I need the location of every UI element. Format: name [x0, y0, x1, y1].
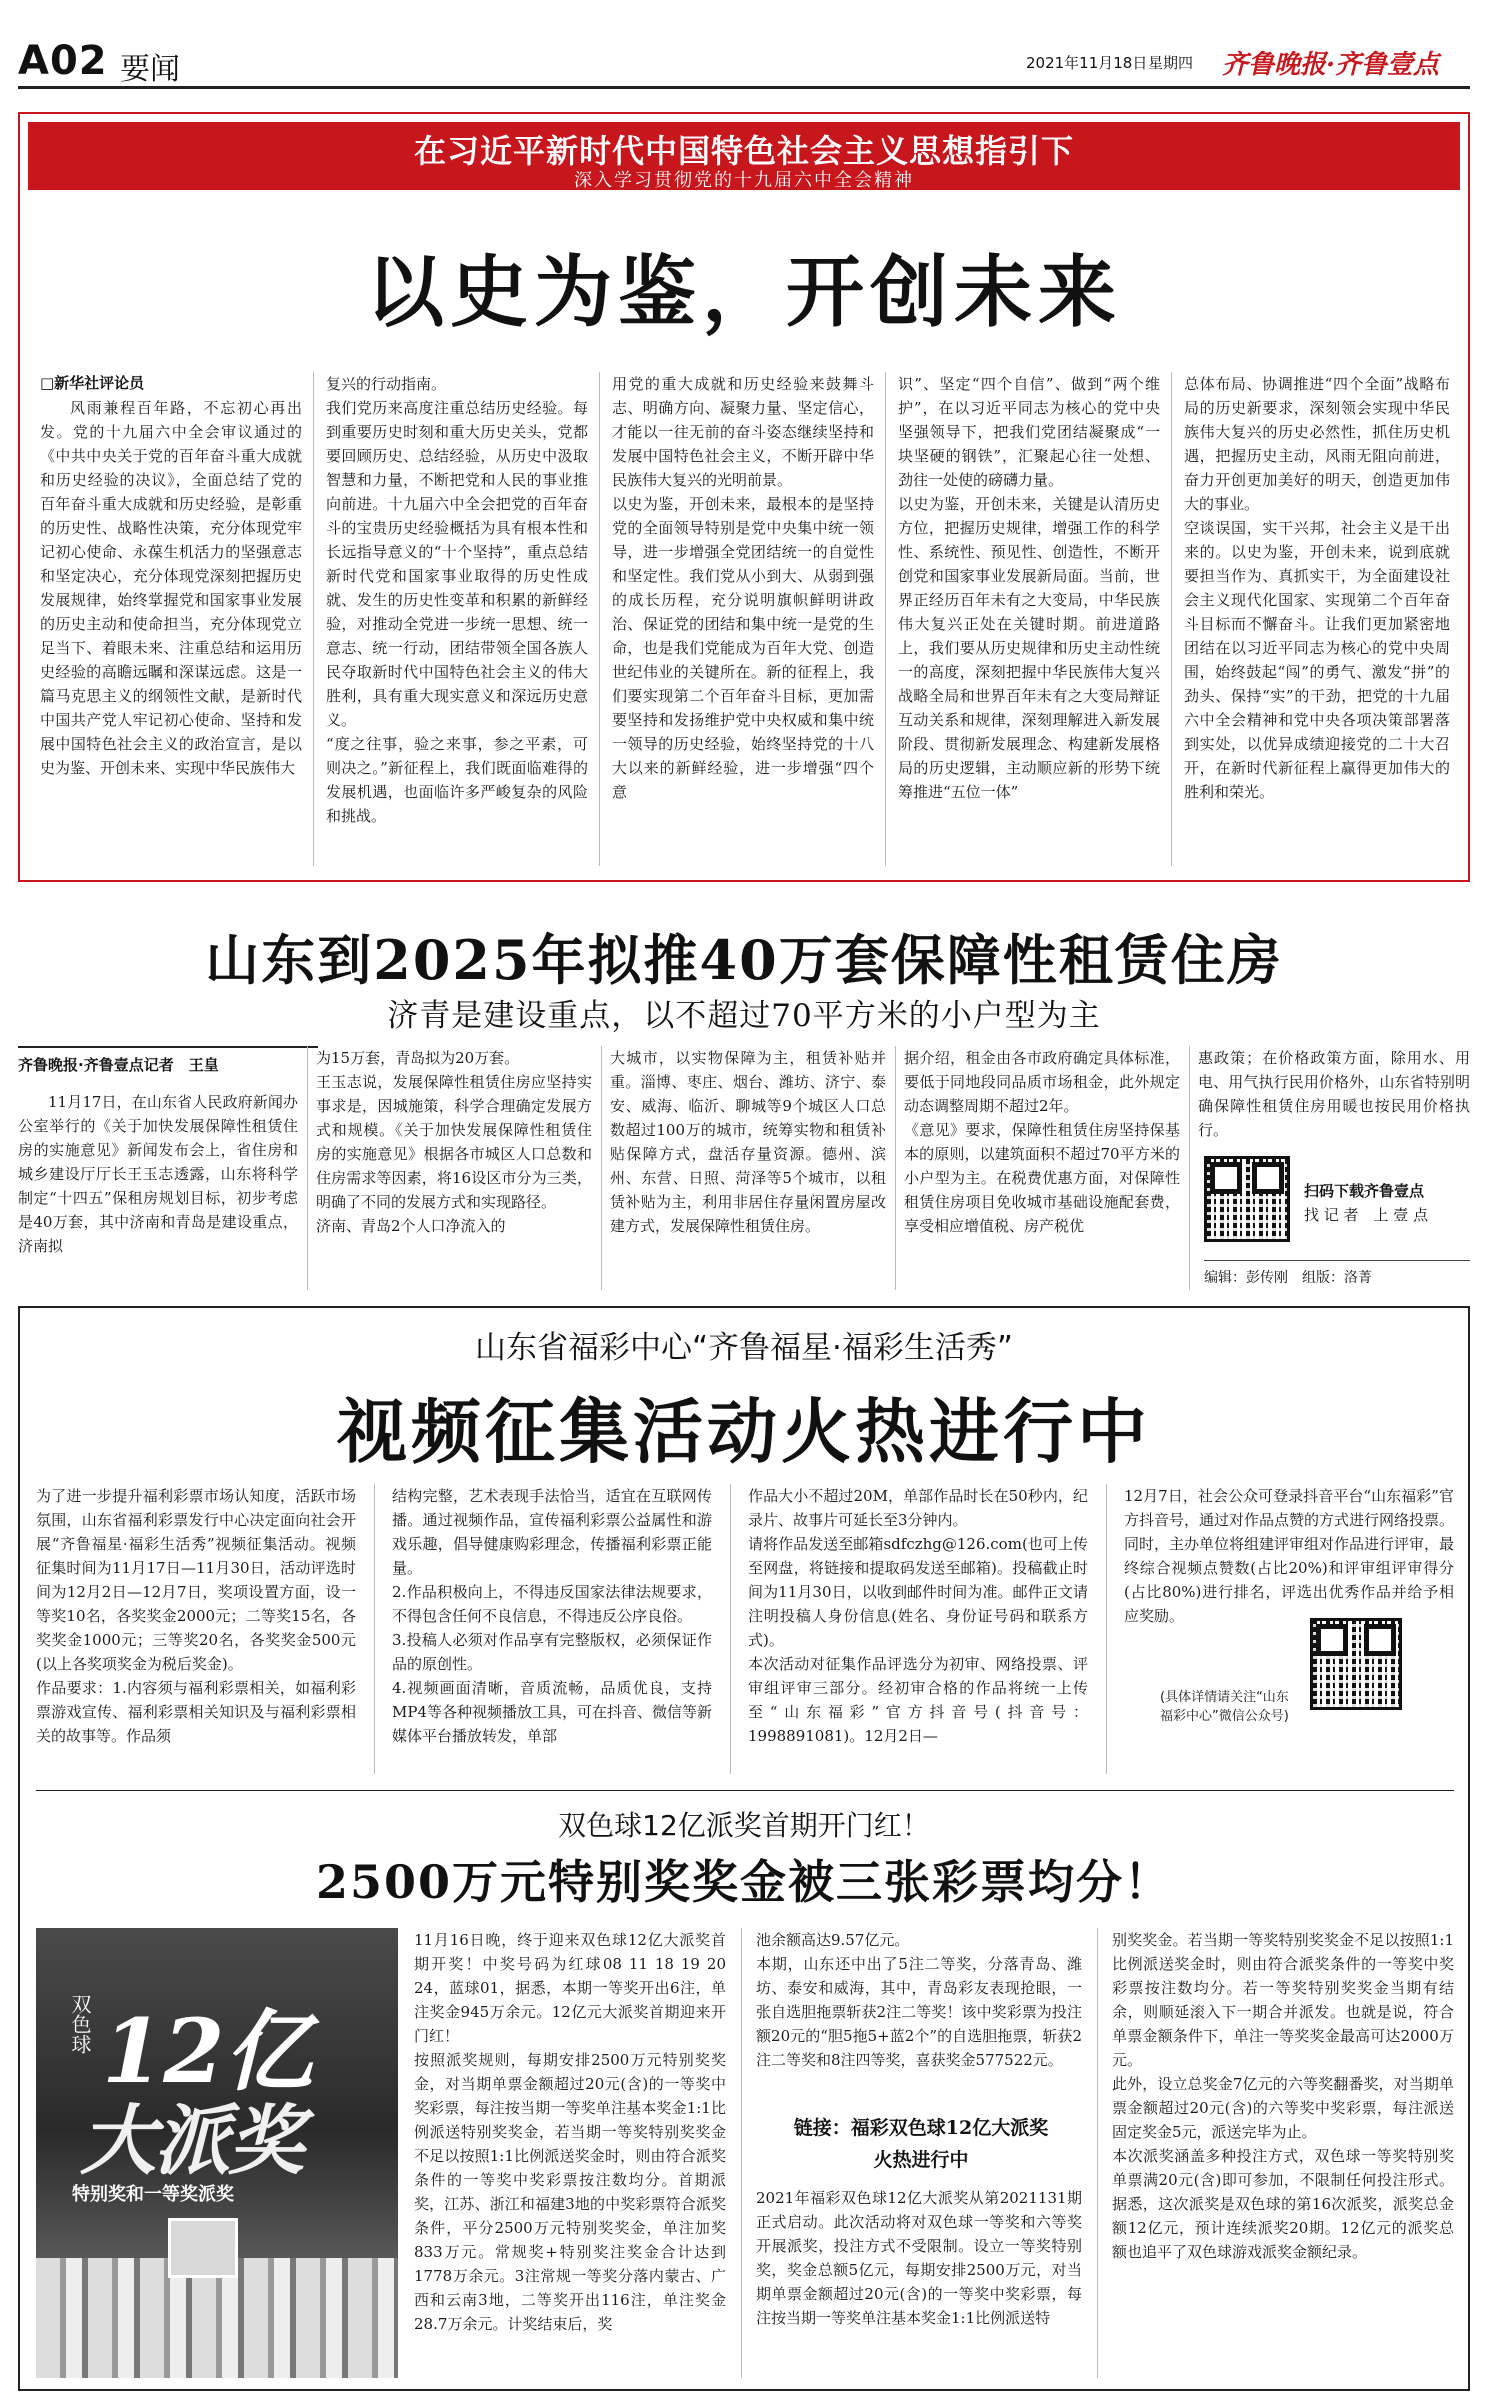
qr-caption-reporter: 找 记 者 上 壹 点 [1304, 1206, 1429, 1224]
welfare-column-divider [730, 1484, 731, 1774]
feature-column-divider [599, 372, 600, 866]
feature-headline: 以史为鉴，开创未来 [365, 247, 1122, 338]
lottery-poster [36, 1928, 398, 2378]
issue-weekday: 星期四 [1148, 54, 1194, 72]
editor-credit: 编辑：彭传刚 组版：洛菁 [1204, 1260, 1470, 1287]
welfare-column-divider [1106, 1484, 1107, 1774]
housing-headline: 山东到2025年拟推40万套保障性租赁住房 [205, 928, 1283, 992]
welfare-column-1: 为了进一步提升福利彩票市场认知度，活跃市场氛围，山东省福利彩票发行中心决定面向社会开展“齐鲁福星·福彩生活秀”视频征集活动。视频征集时间为11月17日—11月30日，活动评选时间为12月2日—12月7日，奖项设置方面，设一等奖10名，各奖奖金2000元；二等奖15名，各奖奖金1000元；三等奖20名，各奖奖金500元(以上各奖项奖金为税后奖金)。 作品要求：1.内容须与福利彩票相关，如福利彩票游戏宣传、福利彩票相关知识及与福利彩票相关的故事等。作品须 [36, 1487, 356, 1745]
feature-column-4: 识”、坚定“四个自信”、做到“两个维护”，在以习近平同志为核心的党中央坚强领导下，把我们党团结凝聚成“一块坚硬的钢铁”，汇聚起心往一处想、劲往一处使的磅礴力量。 以史为鉴，开创未来，关键是认清历史方位，把握历史规律，增强工作的科学性、系统性、预见性、创造性，不断开创党和国家事业发展新局面。当前，世界正经历百年未有之大变局，中华民族伟大复兴正处在关键时期。前进道路上，我们要从历史规律和历史主动性统一的高度，深刻把握中华民族伟大复兴战略全局和世界百年未有之大变局辩证互动关系和规律，深刻理解进入新发展阶段、贯彻新发展理念、构建新发展格局的历史逻辑，主动顺应新的形势下统筹推进“五位一体” [898, 375, 1160, 801]
feature-column-divider [313, 372, 314, 866]
lottery-column-2: 池余额高达9.57亿元。 本期，山东还中出了5注二等奖，分落青岛、潍坊、泰安和威海，其中，青岛彩友表现抢眼，一张自选胆拖票斩获2注二等奖！该中奖彩票为投注额20元的“胆5拖5+蓝2个”的自选胆拖票，斩获2注二等奖和8注四等奖，喜获奖金577522元。 [756, 1931, 1082, 2069]
lottery-column-divider [1097, 1928, 1098, 2378]
lottery-link-title: 链接：福彩双色球12亿大派奖火热进行中 [793, 2117, 1049, 2171]
welfare-column-divider [374, 1484, 375, 1774]
welfare-kicker: 山东省福彩中心“齐鲁福星·福彩生活秀” [475, 1330, 1013, 1366]
housing-subheadline: 济青是建设重点，以不超过70平方米的小户型为主 [387, 998, 1101, 1034]
housing-column-1: 11月17日，在山东省人民政府新闻办公室举行的《关于加快发展保障性租赁住房的实施意见》新闻发布会上，省住房和城乡建设厅厅长王玉志透露，山东将科学制定“十四五”保租房规划目标，初步考虑是40万套，其中济南和青岛是建设重点，济南拟 [18, 1093, 298, 1255]
page-number: A02 [18, 38, 108, 84]
housing-column-divider [1189, 1046, 1190, 1290]
housing-column-5: 惠政策；在价格政策方面，除用水、用电、用气执行民用价格外，山东省特别明确保障性租赁住房用暖也按民用价格执行。 [1198, 1049, 1470, 1139]
housing-byline: 齐鲁晚报·齐鲁壹点记者 王皇 [18, 1046, 318, 1075]
poster-subtitle: 大派奖 [80, 2096, 302, 2185]
lottery-column-3: 别奖奖金。若当期一等奖特别奖奖金不足以按照1:1比例派送奖金时，则由符合派奖条件的一等奖中奖彩票按注数均分。若一等奖特别奖奖金当期有结余，则顺延滚入下一期合并派发。也就是说，符合单票金额条件下，单注一等奖奖金最高可达2000万元。 此外，设立总奖金7亿元的六等奖翻番奖，对当期单票金额超过20元(含)的六等奖中奖彩票，每注派送固定奖金5元，派送完毕为止。 本次派奖涵盖多种投注方式，双色球一等奖特别奖单票满20元(含)即可参加，不限制任何投注形式。据悉，这次派奖是双色球的第16次派奖，派奖总金额12亿元，预计连续派奖20期。12亿元的派奖总额也追平了双色球游戏派奖金额纪录。 [1112, 1931, 1454, 2261]
section-divider [36, 1790, 1454, 1791]
qr-caption-download: 扫码下载齐鲁壹点 [1304, 1182, 1425, 1200]
feature-column-divider [885, 372, 886, 866]
feature-column-3: 用党的重大成就和历史经验来鼓舞斗志、明确方向、凝聚力量、坚定信心，才能以一往无前的奋斗姿态继续坚持和发展中国特色社会主义，不断开辟中华民族伟大复兴的光明前景。 以史为鉴，开创未来，最根本的是坚持党的全面领导特别是党中央集中统一领导，进一步增强全党团结统一的自觉性和坚定性。我们党从小到大、从弱到强的成长历程，充分说明旗帜鲜明讲政治、保证党的团结和集中统一是党的生命，也是我们党能成为百年大党、创造世纪伟业的关键所在。新的征程上，我们要实现第二个百年奋斗目标，更加需要坚持和发扬维护党中央权威和集中统一领导的历史经验，始终坚持党的十八大以来的新鲜经验，进一步增强“四个意 [612, 375, 874, 801]
feature-column-divider [1171, 372, 1172, 866]
housing-column-2: 为15万套，青岛拟为20万套。 王玉志说，发展保障性租赁住房应坚持实事求是，因城施策，科学合理确定发展方式和规模。《关于加快发展保障性租赁住房的实施意见》根据各市城区人口总数和住房需求等因素，将16设区市分为三类，明确了不同的发展方式和实现路径。 济南、青岛2个人口净流入的 [316, 1049, 592, 1235]
poster-title: 12亿 [102, 1999, 313, 2103]
feature-byline: □新华社评论员 [40, 374, 145, 392]
feature-banner-subtitle: 深入学习贯彻党的十九届六中全会精神 [574, 170, 914, 191]
welfare-headline: 视频征集活动火热进行中 [337, 1390, 1151, 1473]
housing-column-divider [307, 1046, 308, 1290]
feature-column-2: 复兴的行动指南。 我们党历来高度注重总结历史经验。每到重要历史时刻和重大历史关头，党都要回顾历史、总结经验，从历史中汲取智慧和力量，不断把党和人民的事业推向前进。十九届六中全会把党的百年奋斗的宝贵历史经验概括为具有根本性和长远指导意义的“十个坚持”，重点总结新时代党和国家事业取得的历史性成就、发生的历史性变革和积累的新鲜经验，对推动全党进一步统一思想、统一意志、统一行动，团结带领全国各族人民夺取新时代中国特色社会主义的伟大胜利，具有重大现实意义和深远历史意义。 “度之往事，验之来事，参之平素，可则决之。”新征程上，我们既面临难得的发展机遇，也面临许多严峻复杂的风险和挑战。 [326, 375, 588, 825]
masthead-rule [18, 86, 1470, 89]
lottery-kicker: 双色球12亿派奖首期开门红！ [558, 1809, 930, 1842]
housing-column-divider [601, 1046, 602, 1290]
welfare-column-2: 结构完整，艺术表现手法恰当，适宜在互联网传播。通过视频作品，宣传福利彩票公益属性和游戏乐趣，倡导健康购彩理念，传播福利彩票正能量。 2.作品积极向上，不得违反国家法律法规要求，不得包含任何不良信息，不得违反公序良俗。 3.投稿人必须对作品享有完整版权，必须保证作品的原创性。 4.视频画面清晰，音质流畅，品质优良，支持MP4等各种视频播放工具，可在抖音、微信等新媒体平台播放转发，单部 [392, 1487, 712, 1745]
lottery-link-text: 2021年福彩双色球12亿大派奖从第2021131期正式启动。此次活动将对双色球一等奖和六等奖开展派奖，投注方式不受限制。设立一等奖特别奖，奖金总额5亿元，每期安排2500万元，对当期单票金额超过20元(含)的一等奖中奖彩票，每注按当期一等奖单注基本奖金1:1比例派送特 [756, 2189, 1082, 2327]
feature-column-1: 风雨兼程百年路，不忘初心再出发。党的十九届六中全会审议通过的《中共中央关于党的百年奋斗重大成就和历史经验的决议》，全面总结了党的百年奋斗重大成就和历史经验，是彰重的历史性、战略性决策，充分体现党牢记初心使命、永葆生机活力的坚强意志和坚定决心，充分体现党深刻把握历史发展规律，始终掌握党和国家事业发展的历史主动和使命担当，充分体现党立足当下、着眼未来、注重总结和运用历史经验的高瞻远瞩和深谋远虑。这是一篇马克思主义的纲领性文献，是新时代中国共产党人牢记初心使命、坚持和发展中国特色社会主义的政治宣言，是以史为鉴、开创未来、实现中华民族伟大 [40, 399, 302, 777]
feature-column-5: 总体布局、协调推进“四个全面”战略布局的历史新要求，深刻领会实现中华民族伟大复兴的历史必然性，抓住历史机遇，把握历史主动，风雨无阻向前进，奋力开创更加美好的明天，创造更加伟大的事业。 空谈误国，实干兴邦，社会主义是干出来的。以史为鉴，开创未来，说到底就要担当作为、真抓实干，为全面建设社会主义现代化国家、实现第二个百年奋斗目标而不懈奋斗。让我们更加紧密地团结在以习近平同志为核心的党中央周围，始终鼓起“闯”的勇气、激发“拼”的劲头、保持“实”的干劲，把党的十九届六中全会精神和党中央各项决策部署落到实处，以优异成绩迎接党的二十大召开，在新时代新征程上赢得更加伟大的胜利和荣光。 [1184, 375, 1450, 801]
welfare-column-3: 作品大小不超过20M，单部作品时长在50秒内，纪录片、故事片可延长至3分钟内。 请将作品发送至邮箱sdfczhg@126.com(也可上传至网盘，将链接和提取码发送至邮箱)。投稿截止时间为11月30日，以收到邮件时间为准。邮件正文请注明投稿人身份信息(姓名、身份证号码和联系方式)。 本次活动对征集作品评选分为初审、网络投票、评审组评审三部分。经初审合格的作品将统一上传至“山东福彩”官方抖音号(抖音号：1998891081)。12月2日— [748, 1487, 1088, 1745]
issue-date: 2021年11月18日 [1026, 54, 1148, 72]
qr-code-icon[interactable] [1310, 1618, 1402, 1710]
welfare-column-4: 12月7日，社会公众可登录抖音平台“山东福彩”官方抖音号，通过对作品点赞的方式进行网络投票。同时，主办单位将组建评审组对作品进行评审，最终综合视频点赞数(占比20%)和评审组评审得分(占比80%)进行排名，评选出优秀作品并给予相应奖励。 [1124, 1487, 1454, 1625]
poster-crown-icon [168, 2218, 238, 2278]
qr-code-icon[interactable] [1204, 1156, 1290, 1242]
lottery-column-divider [741, 1928, 742, 2378]
brand-logo: 齐鲁晚报·齐鲁壹点 [1222, 50, 1440, 80]
lottery-column-1: 11月16日晚，终于迎来双色球12亿大派奖首期开奖！中奖号码为红球08 11 18 19 20 24，蓝球01，据悉，本期一等奖开出6注，单注奖金945万余元。12亿元大派奖首期迎来开门红！ 按照派奖规则，每期安排2500万元特别奖奖金，对当期单票金额超过20元(含)的一等奖中奖彩票，每注按当期一等奖单注基本奖金1:1比例派送特别奖奖金，若当期一等奖特别奖奖金不足以按照1:1比例派送奖金时，则由符合派奖条件的一等奖中奖彩票按注数均分。首期派奖，江苏、浙江和福建3地的中奖彩票符合派奖条件，平分2500万元特别奖奖金，单注加奖833万元。常规奖+特别奖注奖金合计达到1778万余元。3注常规一等奖分落内蒙古、广西和云南3地，二等奖开出116注，单注奖金28.7万余元。计奖结束后，奖 [414, 1931, 726, 2333]
feature-banner-title: 在习近平新时代中国特色社会主义思想指引下 [413, 132, 1074, 170]
housing-column-4: 据介绍，租金由各市政府确定具体标准，要低于同地段同品质市场租金，此外规定动态调整周期不超过2年。 《意见》要求，保障性租赁住房坚持保基本的原则，以建筑面积不超过70平方米的小户型为主。在税费优惠方面，对保障性租赁住房项目免收城市基础设施配套费，享受相应增值税、房产税优 [904, 1049, 1180, 1235]
lottery-headline: 2500万元特别奖奖金被三张彩票均分！ [315, 1855, 1173, 1909]
housing-column-3: 大城市，以实物保障为主，租赁补贴并重。淄博、枣庄、烟台、潍坊、济宁、泰安、威海、临沂、聊城等9个城区人口总数超过100万的城市，统筹实物和租赁补贴保障方式，盘活存量资源。德州、滨州、东营、日照、菏泽等5个城市，以租赁补贴为主，利用非居住存量闲置房屋改建方式，发展保障性租赁住房。 [610, 1049, 886, 1235]
housing-column-divider [895, 1046, 896, 1290]
poster-tag: 双色球 [68, 1994, 92, 2054]
section-name: 要闻 [120, 52, 180, 87]
poster-line: 特别奖和一等奖派奖 [72, 2184, 234, 2205]
welfare-qr-note: (具体详情请关注“山东福彩中心”微信公众号) [1160, 1690, 1289, 1724]
